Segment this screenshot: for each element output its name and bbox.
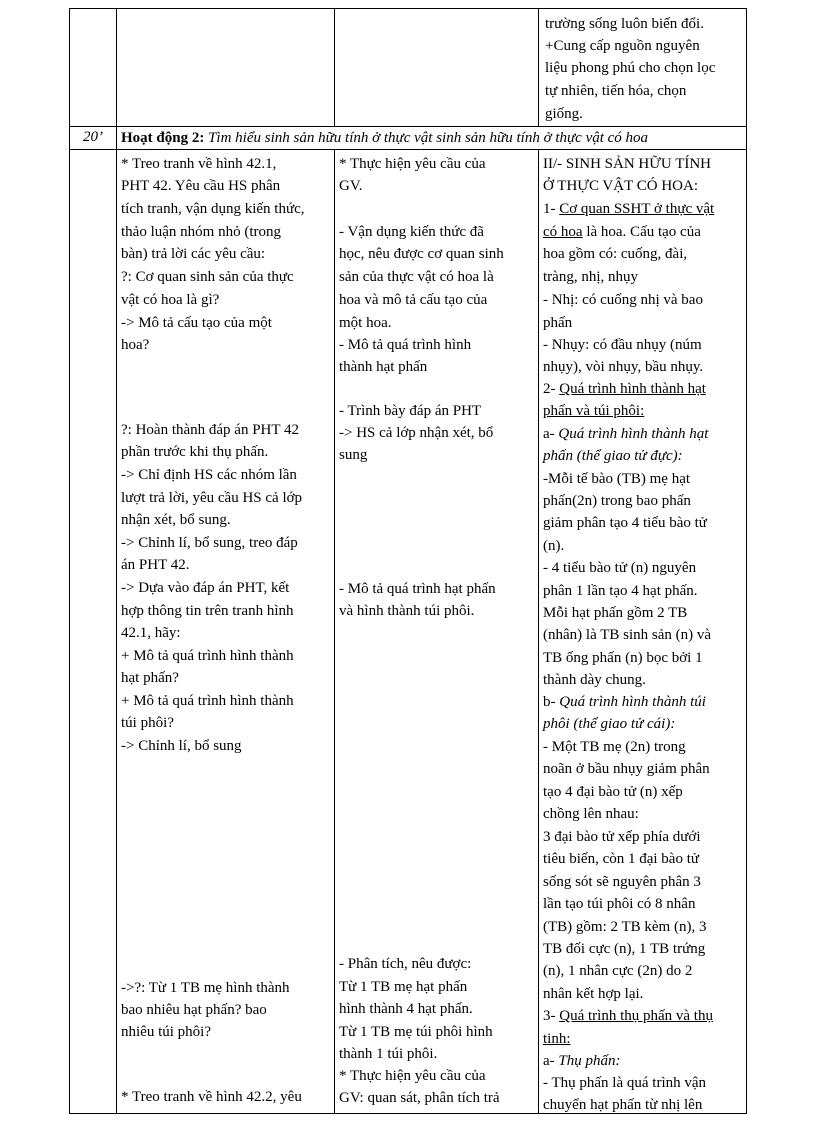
content-line: phấn(2n) trong bao phấn xyxy=(543,493,691,509)
subheading: tinh: xyxy=(543,1031,571,1047)
teacher-line: án PHT 42. xyxy=(121,557,190,573)
student-line: - Trình bày đáp án PHT xyxy=(339,403,482,419)
teacher-line: -> Mô tả cấu tạo của một xyxy=(121,315,272,331)
content-line: noãn ở bầu nhụy giảm phân xyxy=(543,761,710,777)
student-activity-cell xyxy=(335,150,539,1114)
student-line: * Thực hiện yêu cầu của xyxy=(339,156,486,172)
content-line: liệu phong phú cho chọn lọc xyxy=(545,60,716,76)
teacher-line: nhận xét, bổ sung. xyxy=(121,512,231,528)
subheading: Quá trình hình thành túi xyxy=(559,694,706,710)
content-line: nhân kết hợp lại. xyxy=(543,986,644,1002)
content-line: (TB) gồm: 2 TB kèm (n), 3 xyxy=(543,919,707,935)
student-line: - Phân tích, nêu được: xyxy=(339,956,472,972)
content-line: thành dày chung. xyxy=(543,672,646,688)
teacher-line: -> Dựa vào đáp án PHT, kết xyxy=(121,580,290,596)
teacher-line: + Mô tả quá trình hình thành xyxy=(121,648,294,664)
content-line: - Thụ phấn là quá trình vận xyxy=(543,1075,707,1091)
content-line-prefix: 1- xyxy=(543,201,560,217)
student-line: hình thành 4 hạt phấn. xyxy=(339,1001,473,1017)
content-line xyxy=(543,198,714,220)
content-line xyxy=(543,221,701,243)
student-line: GV. xyxy=(339,178,363,194)
student-line: học, nêu được cơ quan sinh xyxy=(339,246,504,262)
content-line: chuyển hạt phấn từ nhị lên xyxy=(543,1097,703,1113)
table-row xyxy=(70,9,747,127)
content-line: - Nhụy: có đầu nhụy (núm xyxy=(543,337,702,353)
subheading: phấn và túi phôi: xyxy=(543,403,645,419)
activity-heading xyxy=(117,127,747,150)
time-label: 20’ xyxy=(70,127,117,150)
student-line: và hình thành túi phôi. xyxy=(339,603,475,619)
teacher-cell-empty xyxy=(117,9,335,127)
content-line-prefix: 3- xyxy=(543,1008,560,1024)
student-line: GV: quan sát, phân tích trả xyxy=(339,1090,500,1106)
content-line-rest: là hoa. Cấu tạo của xyxy=(582,224,701,240)
teacher-line: -> Chỉnh lí, bổ sung xyxy=(121,738,242,754)
student-line: - Mô tả quá trình hạt phấn xyxy=(339,581,496,597)
content-cell-top xyxy=(539,9,747,127)
teacher-line: * Treo tranh về hình 42.1, xyxy=(121,156,277,172)
subheading: Cơ quan SSHT ở thực vật xyxy=(559,201,715,217)
student-line: * Thực hiện yêu cầu của xyxy=(339,1068,486,1084)
content-line: sống sót sẽ nguyên phân 3 xyxy=(543,874,701,890)
teacher-line: vật có hoa là gì? xyxy=(121,292,220,308)
teacher-line: thảo luận nhóm nhỏ (trong xyxy=(121,224,281,240)
student-line: một hoa. xyxy=(339,315,392,331)
content-line: phôi (thể giao tử cái): xyxy=(543,716,676,732)
content-line: phân 1 lần tạo 4 hạt phấn. xyxy=(543,583,698,599)
activity-label: Hoạt động 2: xyxy=(121,130,205,146)
teacher-line: -> Chỉnh lí, bổ sung, treo đáp xyxy=(121,535,298,551)
teacher-line: PHT 42. Yêu cầu HS phân xyxy=(121,178,281,194)
subheading: Thụ phấn: xyxy=(558,1053,621,1069)
content-line xyxy=(543,423,708,445)
teacher-line: phần trước khi thụ phấn. xyxy=(121,444,269,460)
content-line xyxy=(543,400,644,422)
content-cell xyxy=(539,150,747,1114)
content-line: +Cung cấp nguồn nguyên xyxy=(545,38,700,54)
teacher-line: hợp thông tin trên tranh hình xyxy=(121,603,294,619)
student-line: thành 1 túi phôi. xyxy=(339,1046,438,1062)
student-line: sản của thực vật có hoa là xyxy=(339,269,494,285)
content-line: - Một TB mẹ (2n) trong xyxy=(543,739,686,755)
content-line: Mỗi hạt phấn gồm 2 TB xyxy=(543,605,688,621)
teacher-line: * Treo tranh về hình 42.2, yêu xyxy=(121,1089,302,1105)
subheading: Quá trình hình thành hạt xyxy=(558,426,709,442)
content-line: (n). xyxy=(543,538,565,554)
teacher-line: hoa? xyxy=(121,337,150,353)
content-line: tiêu biến, còn 1 đại bào tử xyxy=(543,851,700,867)
content-line: chồng lên nhau: xyxy=(543,806,639,822)
time-cell-empty xyxy=(70,150,117,1114)
activity-title: Tìm hiểu sinh sản hữu tính ở thực vật sinh sản hữu tính ở thực vật có hoa xyxy=(208,130,649,146)
content-line xyxy=(543,378,706,400)
content-line: lần tạo túi phôi có 8 nhân xyxy=(543,896,696,912)
student-line: Từ 1 TB mẹ hạt phấn xyxy=(339,979,468,995)
content-line xyxy=(543,691,706,713)
content-line: trường sống luôn biến đổi. xyxy=(545,16,704,32)
teacher-line: túi phôi? xyxy=(121,715,174,731)
lesson-plan-table xyxy=(69,8,747,1114)
subheading: có hoa xyxy=(543,224,583,240)
content-line: nhụy), vòi nhụy, bầu nhụy. xyxy=(543,359,704,375)
teacher-line: ->?: Từ 1 TB mẹ hình thành xyxy=(121,980,290,996)
teacher-line: bao nhiêu hạt phấn? bao xyxy=(121,1002,267,1018)
teacher-line: ?: Hoàn thành đáp án PHT 42 xyxy=(121,422,300,438)
content-line xyxy=(543,1005,713,1027)
section-heading: II/- SINH SẢN HỮU TÍNH xyxy=(543,156,712,172)
student-line: - Vận dụng kiến thức đã xyxy=(339,224,484,240)
content-line: (n), 1 nhân cực (2n) do 2 xyxy=(543,963,693,979)
teacher-line: ?: Cơ quan sinh sản của thực xyxy=(121,269,294,285)
content-line: TB đối cực (n), 1 TB trứng xyxy=(543,941,706,957)
teacher-line: nhiêu túi phôi? xyxy=(121,1024,211,1040)
teacher-line: lượt trả lời, yêu cầu HS cả lớp xyxy=(121,490,303,506)
activity-header-row xyxy=(70,127,747,150)
content-line: 3 đại bào tử xếp phía dưới xyxy=(543,829,701,845)
content-line xyxy=(543,1050,621,1072)
student-line: - Mô tả quá trình hình xyxy=(339,337,472,353)
content-line: giảm phân tạo 4 tiểu bào tử xyxy=(543,515,707,531)
content-line xyxy=(543,1028,571,1050)
time-cell-empty xyxy=(70,9,117,127)
teacher-line: hạt phấn? xyxy=(121,670,179,686)
content-line: TB ống phấn (n) bọc bởi 1 xyxy=(543,650,703,666)
content-line: tạo 4 đại bào tử (n) xếp xyxy=(543,784,683,800)
content-line: tràng, nhị, nhụy xyxy=(543,269,638,285)
table-row xyxy=(70,150,747,1114)
content-line: hoa gồm có: cuống, đài, xyxy=(543,246,688,262)
content-line: - 4 tiểu bào tử (n) nguyên xyxy=(543,560,697,576)
content-line-prefix: a- xyxy=(543,1053,559,1069)
teacher-line: 42.1, hãy: xyxy=(121,625,181,641)
content-line: - Nhị: có cuống nhị và bao xyxy=(543,292,703,308)
content-line: phấn (thể giao tử đực): xyxy=(543,448,683,464)
content-line: giống. xyxy=(545,106,583,122)
subheading: Quá trình thụ phấn và thụ xyxy=(559,1008,713,1024)
student-line: sung xyxy=(339,447,368,463)
content-line-prefix: 2- xyxy=(543,381,560,397)
content-line: -Mỗi tế bào (TB) mẹ hạt xyxy=(543,471,691,487)
content-line: (nhân) là TB sinh sản (n) và xyxy=(543,627,712,643)
teacher-line: tích tranh, vận dụng kiến thức, xyxy=(121,201,305,217)
student-line: -> HS cả lớp nhận xét, bổ xyxy=(339,425,494,441)
teacher-line: + Mô tả quá trình hình thành xyxy=(121,693,294,709)
student-line: thành hạt phấn xyxy=(339,359,428,375)
content-line-prefix: b- xyxy=(543,694,560,710)
content-line-prefix: a- xyxy=(543,426,559,442)
teacher-line: bàn) trả lời các yêu cầu: xyxy=(121,246,266,262)
teacher-activity-cell xyxy=(117,150,335,1114)
student-line: Từ 1 TB mẹ túi phôi hình xyxy=(339,1024,493,1040)
content-line: phấn xyxy=(543,315,573,331)
section-heading: Ở THỰC VẬT CÓ HOA: xyxy=(543,178,698,194)
student-cell-empty xyxy=(335,9,539,127)
student-line: hoa và mô tả cấu tạo của xyxy=(339,292,488,308)
content-line: tự nhiên, tiến hóa, chọn xyxy=(545,83,687,99)
teacher-line: -> Chỉ định HS các nhóm lần xyxy=(121,467,297,483)
subheading: Quá trình hình thành hạt xyxy=(559,381,706,397)
